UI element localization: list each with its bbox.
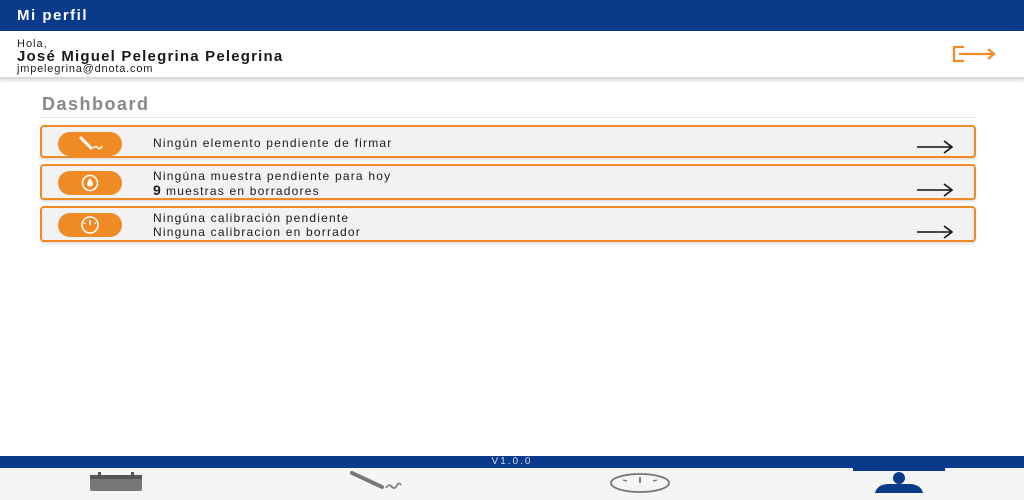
card-line: Ningún elemento pendiente de firmar — [153, 136, 393, 150]
divider — [40, 117, 976, 118]
card-line: Ningúna calibración pendiente — [153, 211, 350, 225]
tab-calendar[interactable] — [70, 468, 162, 500]
version-bar — [0, 456, 1024, 468]
arrow-right-icon — [916, 225, 954, 239]
card-pending-signatures[interactable] — [40, 125, 976, 158]
arrow-right-icon — [916, 183, 954, 197]
card-samples[interactable] — [40, 164, 976, 200]
version-label: V1.0.0 — [491, 456, 533, 467]
user-email: jmpelegrina@dnota.com — [17, 63, 154, 75]
draft-count: 9 — [153, 182, 162, 198]
tab-profile[interactable] — [853, 468, 945, 500]
tab-sign[interactable] — [332, 468, 424, 500]
card-line: Ninguna calibracion en borrador — [153, 225, 361, 239]
gauge-icon — [58, 213, 122, 237]
user-name: José Miguel Pelegrina Pelegrina — [17, 48, 284, 65]
card-drafts-line — [153, 182, 320, 198]
card-line: Ningúna muestra pendiente para hoy — [153, 169, 392, 183]
page-title: Mi perfil — [17, 7, 89, 24]
logout-icon[interactable] — [950, 44, 998, 64]
gauge-icon — [609, 471, 671, 498]
card-line: muestras en borradores — [166, 184, 320, 198]
pen-sign-icon — [58, 132, 122, 156]
greeting-text: Hola, — [17, 38, 48, 50]
arrow-right-icon — [916, 140, 954, 154]
calendar-icon — [88, 472, 144, 497]
dashboard-title: Dashboard — [42, 94, 150, 114]
user-icon — [871, 470, 927, 499]
pen-sign-icon — [348, 471, 408, 498]
app-header — [0, 0, 1024, 31]
drop-sample-icon — [58, 171, 122, 195]
bottom-nav — [0, 468, 1024, 500]
card-calibrations[interactable] — [40, 206, 976, 242]
tab-calibration[interactable] — [594, 468, 686, 500]
profile-section — [0, 31, 1024, 79]
